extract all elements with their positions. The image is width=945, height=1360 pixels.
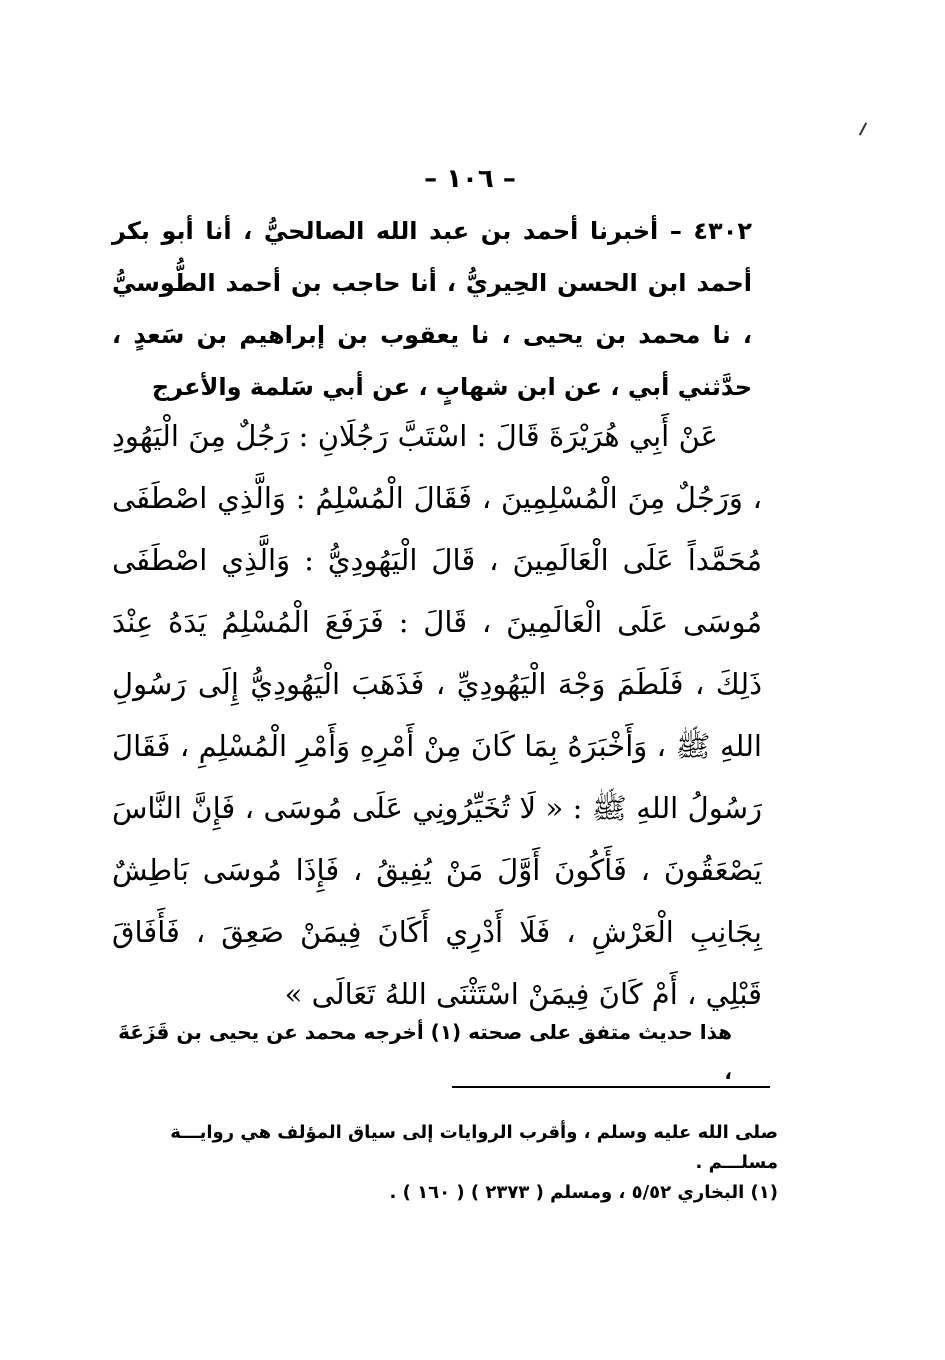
footnote-divider <box>452 1086 770 1088</box>
isnad-paragraph: ٤٣٠٢ – أخبرنا أحمد بن عبد الله الصالحيُّ ، أنا أبو بكر أحمد ابن الحسن الحِيريُّ ، أنا حاجب بن أحمد الطُّوسيُّ ، نا محمد بن يحيى ، نا يعقوب بن إبراهيم بن سَعدٍ ، حدَّثني أبي ، عن ابن شهابٍ ، عن أبي سَلمة والأعرج <box>112 217 752 401</box>
hadith-text: عَنْ أَبِي هُرَيْرَةَ قَالَ : اسْتَبَّ رَجُلَانِ : رَجُلٌ مِنَ الْيَهُودِ ، وَرَجُلٌ مِنَ الْمُسْلِمِينَ ، فَقَالَ الْمُسْلِمُ : وَالَّذِي اصْطَفَى مُحَمَّداً عَلَى الْعَالَمِينَ ، قَالَ الْيَهُودِيُّ : وَالَّذِي اصْطَفَى مُوسَى عَلَى الْعَالَمِينَ ، قَالَ : فَرَفَعَ الْمُسْلِمُ يَدَهُ عِنْدَ ذَلِكَ ، فَلَطَمَ وَجْهَ الْيَهُودِيِّ ، فَذَهَبَ الْيَهُودِيُّ إِلَى رَسُولِ اللهِ ﷺ ، وَأَخْبَرَهُ بِمَا كَانَ مِنْ أَمْرِهِ وَأَمْرِ الْمُسْلِمِ ، فَقَالَ رَسُولُ اللهِ ﷺ : « لَا تُخَيِّرُونِي عَلَى مُوسَى ، فَإِنَّ النَّاسَ يَصْعَقُونَ ، فَأَكُونَ أَوَّلَ مَنْ يُفِيقُ ، فَإِذَا مُوسَى بَاطِشٌ بِجَانِبِ الْعَرْشِ ، فَلَا أَدْرِي أَكَانَ فِيمَنْ صَعِقَ ، فَأَفَاقَ قَبْلِي ، أَمْ كَانَ فِيمَنْ اسْتَثْنَى اللهُ تَعَالَى » <box>112 419 762 1011</box>
footnote-reference: (١) البخاري ٥/٥٢ ، ومسلم ( ٢٣٧٣ ) ( ١٦٠ ) . <box>389 1182 778 1203</box>
authentication-note: هذا حديث متفق على صحته (١) أخرجه محمد عن يحيى بن قَزَعَةَ ، <box>118 1020 732 1084</box>
stray-mark <box>859 122 867 135</box>
footnote-line: مسلـــم . <box>695 1152 778 1173</box>
page-number: – ١٠٦ – <box>424 164 516 194</box>
footnote-line: صلى الله عليه وسلم ، وأقرب الروايات إلى سياق المؤلف هي روايـــة <box>170 1122 778 1143</box>
footnotes <box>98 1118 778 1208</box>
